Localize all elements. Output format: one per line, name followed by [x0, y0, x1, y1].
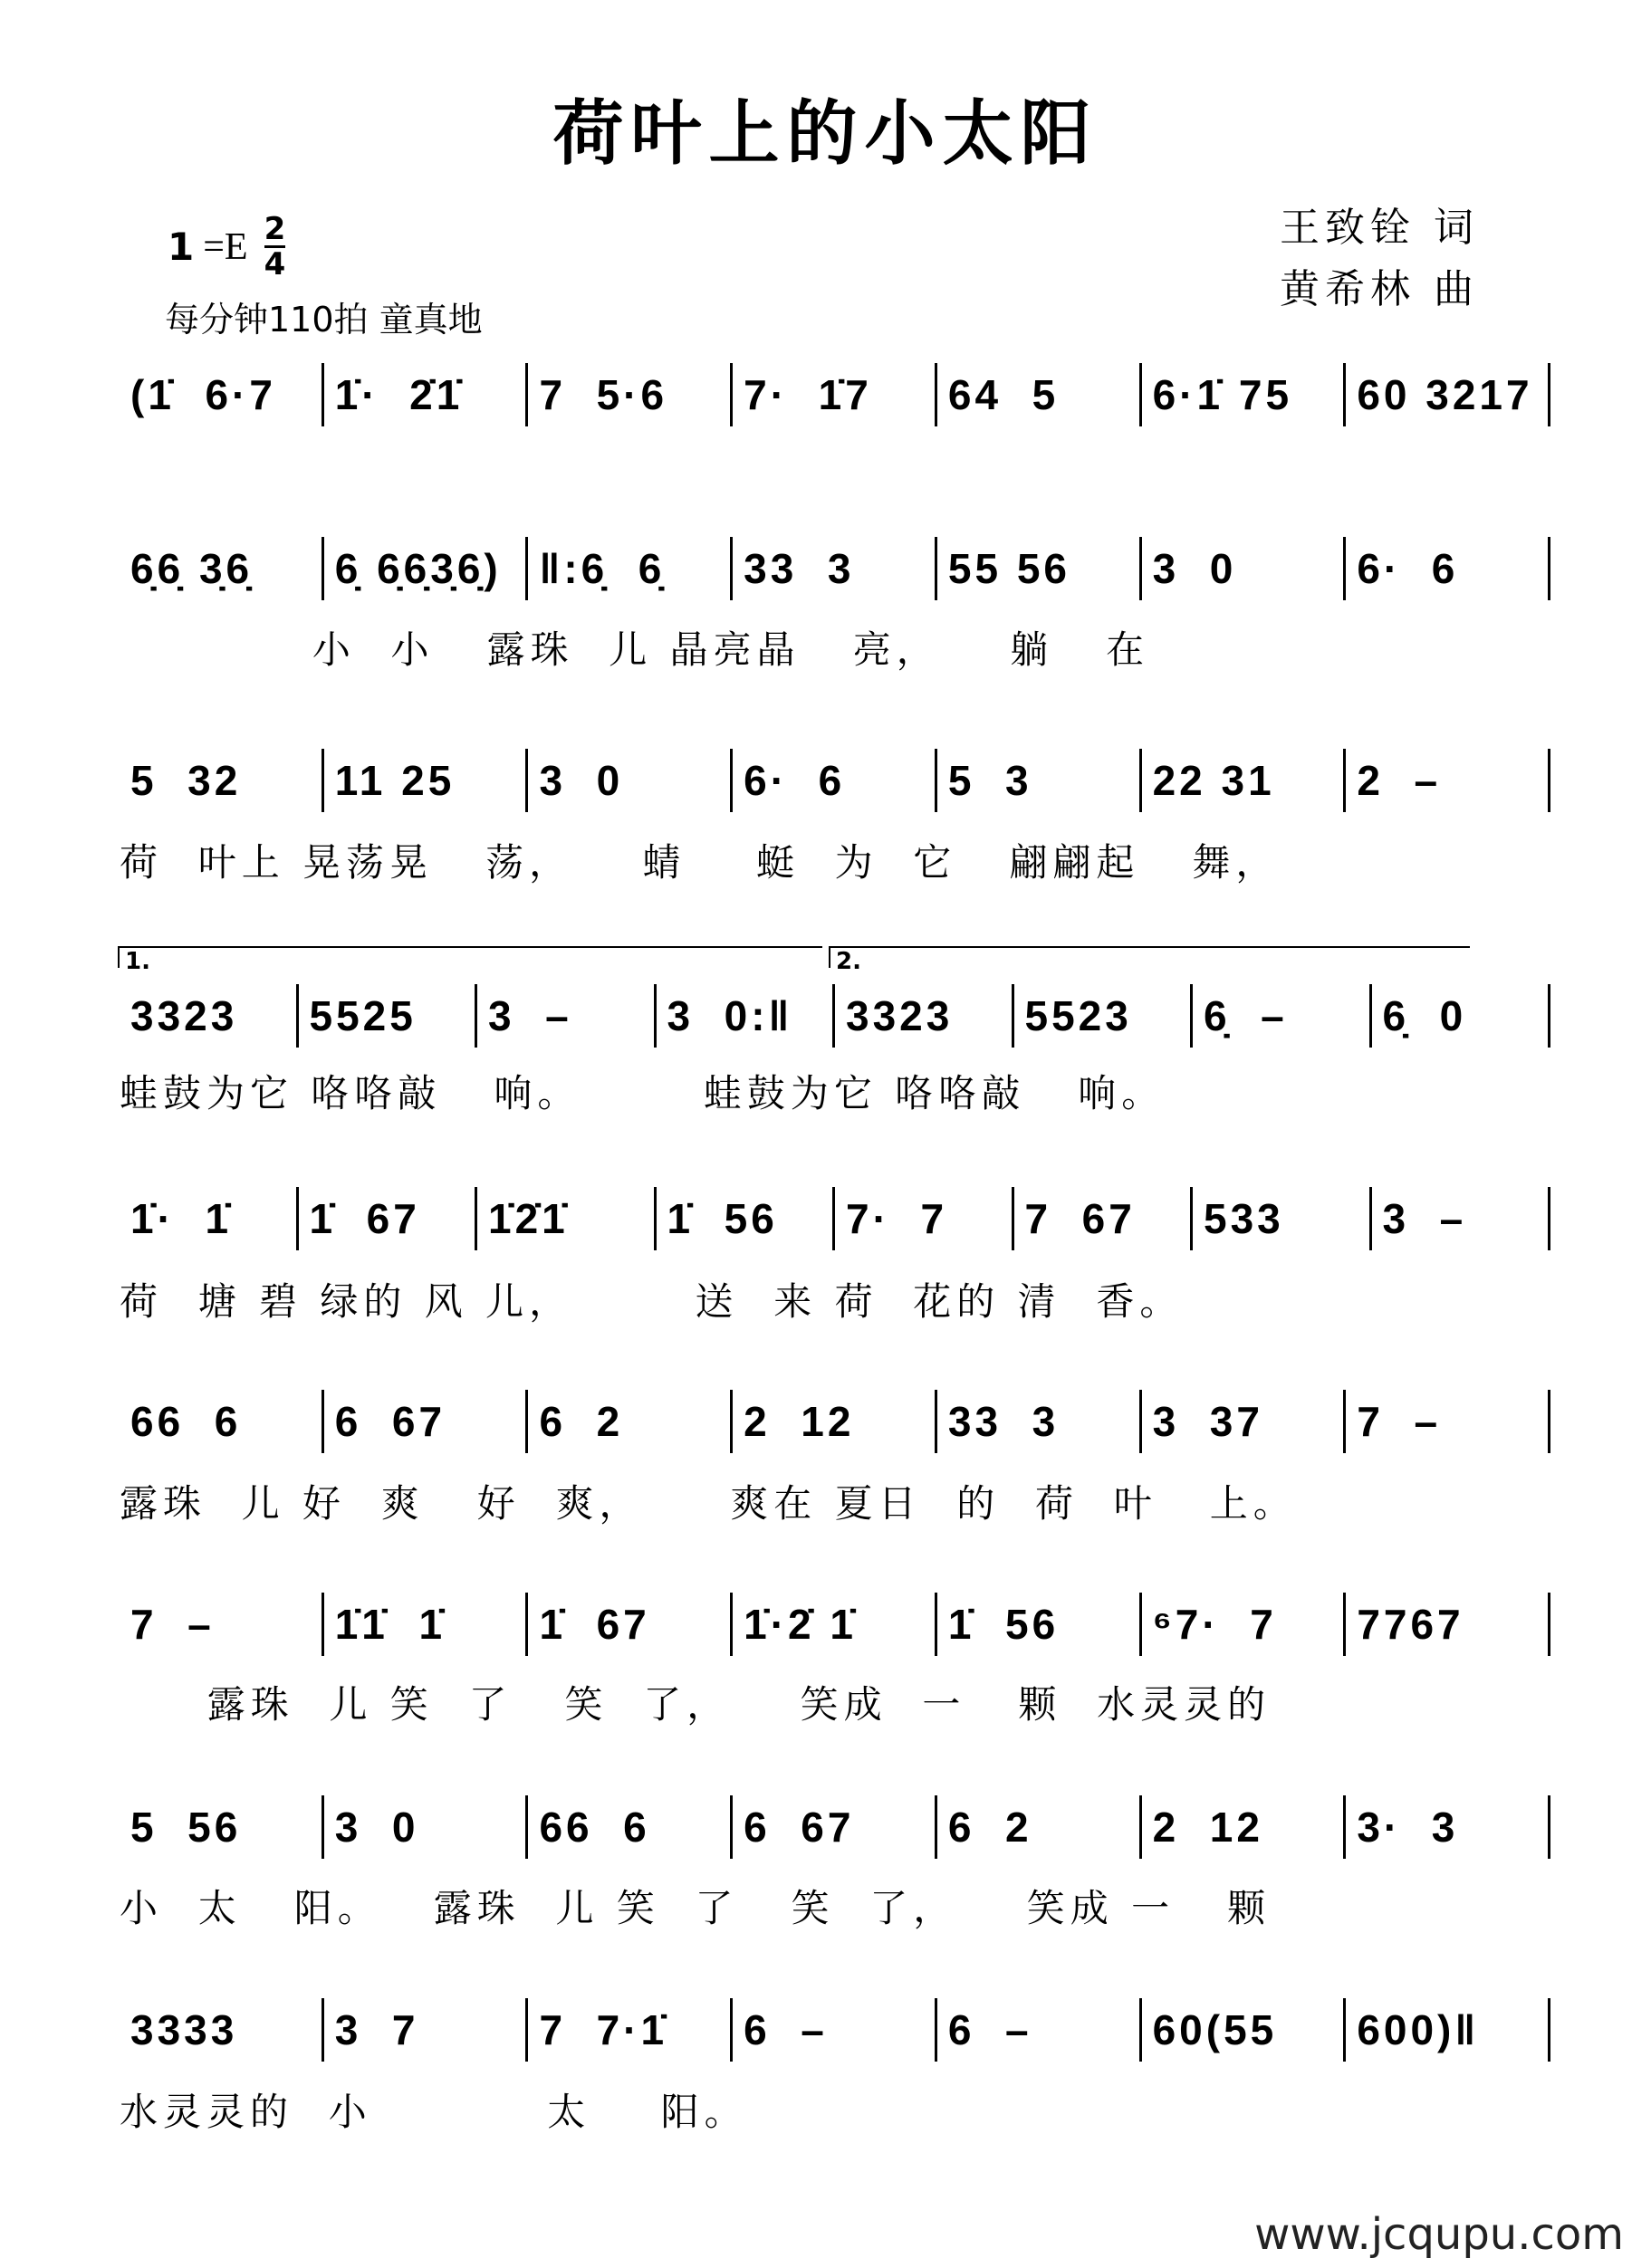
key-do: 1 [168, 225, 195, 269]
measure: 7· 1̇7 [744, 371, 872, 418]
measure: 1̇ 67 [309, 1195, 420, 1242]
watermark: www.jcqupu.com [1254, 2209, 1624, 2260]
measure: 3 37 [1152, 1398, 1263, 1445]
measure: 60(55 [1152, 2006, 1278, 2053]
measure: (1̇ 6·7 [130, 371, 276, 418]
measure: 6 2 [947, 1804, 1032, 1851]
measure: 3 0 [334, 1804, 419, 1851]
time-bottom: 4 [264, 246, 286, 282]
barline [1548, 1795, 1550, 1859]
measure: 6̣ 0 [1382, 992, 1467, 1039]
measure: 55 56 [947, 545, 1070, 592]
measure: 6 – [947, 2006, 1032, 2053]
measure: 6· 6 [744, 757, 846, 804]
measure: 11 25 [334, 757, 456, 804]
barline [1548, 1998, 1550, 2062]
measure: ⁶7· 7 [1152, 1601, 1277, 1648]
measure: 6 – [744, 2006, 828, 2053]
measure: 5525 [309, 992, 417, 1039]
measure: 6· 6 [1357, 545, 1459, 592]
measure: 1̇· 2̇1̇ [334, 371, 464, 418]
measure: 1̇·2̇ 1̇ [744, 1601, 858, 1648]
measure: 7767 [1357, 1601, 1464, 1648]
measure: 3 – [1382, 1195, 1467, 1242]
measure: 5 56 [130, 1804, 242, 1851]
measure: 7 – [1357, 1398, 1442, 1445]
measure: 5 3 [947, 757, 1032, 804]
time-signature [264, 213, 286, 281]
measure: 3323 [846, 992, 954, 1039]
lyrics-line: 小 小 露珠 儿 晶亮晶 亮， 躺 在 [120, 627, 1150, 672]
measure: 2 – [1357, 757, 1442, 804]
measure: 1̇ 67 [539, 1601, 650, 1648]
notation-row [120, 1182, 1550, 1255]
barline [1548, 1187, 1550, 1250]
measure: 6̣ – [1204, 992, 1288, 1039]
composer: 黄希林 曲 [1280, 266, 1479, 312]
lyrics-line: 荷 塘 碧 绿的 风 儿， 送 来 荷 花的 清 香。 [120, 1279, 1184, 1324]
measure: 600)‖ [1357, 2006, 1480, 2053]
measure: 6·1̇ 75 [1152, 371, 1293, 418]
lyrics-line: 水灵灵的 小 太 阳。 [120, 2090, 748, 2134]
measure: 1̇2̇1̇ [488, 1195, 569, 1242]
notation-row [120, 359, 1550, 431]
measure: 66 6 [130, 1398, 242, 1445]
measure: 533 [1204, 1195, 1284, 1242]
measure: 1̇ 56 [667, 1195, 778, 1242]
notation-row [120, 532, 1550, 605]
measure: 3333 [130, 2006, 238, 2053]
measure: 3 0 [1152, 545, 1237, 592]
measure: 22 31 [1152, 757, 1275, 804]
measure: 3 7 [334, 2006, 419, 2053]
notation-row [120, 1791, 1550, 1863]
lyrics-line: 露珠 儿 好 爽 好 爽， 爽在 夏日 的 荷 叶 上。 [120, 1481, 1297, 1526]
measure: 7 7·1̇ [539, 2006, 668, 2053]
volta-first: 1. [118, 946, 822, 968]
measure: 3323 [130, 992, 238, 1039]
measure: 3 – [488, 992, 572, 1039]
lyrics-line: 小 太 阳。 露珠 儿 笑 了 笑 了， 笑成 一 颗 [120, 1886, 1272, 1930]
time-top: 2 [264, 211, 286, 247]
measure: 60 3217 [1357, 371, 1533, 418]
measure: 6̣ 6̣6̣3̣6̣) [334, 545, 502, 592]
key-signature [168, 213, 285, 281]
measure: 1̇ 56 [947, 1601, 1060, 1648]
measure: ‖:6̣ 6̣ [539, 545, 666, 592]
measure: 66 6 [539, 1804, 650, 1851]
measure: 3· 3 [1357, 1804, 1459, 1851]
barline [1548, 537, 1550, 600]
measure: 5523 [1024, 992, 1132, 1039]
barline [1548, 363, 1550, 426]
song-title: 荷叶上的小太阳 [552, 92, 1099, 175]
lyrics-line: 露珠 儿 笑 了 笑 了， 笑成 一 颗 水灵灵的 [120, 1682, 1272, 1727]
measure: 2 12 [1152, 1804, 1263, 1851]
measure: 1̇· 1̇ [130, 1195, 233, 1242]
measure: 7 67 [1024, 1195, 1136, 1242]
notation-row [120, 1588, 1550, 1660]
measure: 3 0:‖ [667, 992, 793, 1039]
measure: 6 2 [539, 1398, 624, 1445]
notation-row [120, 1994, 1550, 2066]
key-note: =E [203, 225, 248, 268]
measure: 7· 7 [846, 1195, 948, 1242]
barline [1548, 984, 1550, 1048]
measure: 64 5 [947, 371, 1060, 418]
measure: 2 12 [744, 1398, 855, 1445]
lyrics-line: 蛙鼓为它 咯咯敲 响。 蛙鼓为它 咯咯敲 响。 [120, 1071, 1166, 1115]
notation-row [120, 1385, 1550, 1458]
measure: 6̣6̣ 3̣6̣ [130, 545, 254, 592]
measure: 7 – [130, 1601, 215, 1648]
measure: 5 32 [130, 757, 242, 804]
tempo-marking: 每分钟110拍 童真地 [165, 300, 483, 340]
volta-second: 2. [829, 946, 1470, 968]
notation-row [120, 744, 1550, 817]
lyricist: 王致铨 词 [1280, 205, 1479, 251]
measure: 6 67 [334, 1398, 446, 1445]
measure: 1̇1̇ 1̇ [334, 1601, 446, 1648]
barline [1548, 1593, 1550, 1656]
lyrics-line: 荷 叶上 晃荡晃 荡， 蜻 蜓 为 它 翩翩起 舞， [120, 840, 1280, 885]
measure: 33 3 [947, 1398, 1060, 1445]
measure: 6 67 [744, 1804, 855, 1851]
measure: 3 0 [539, 757, 624, 804]
measure: 7 5·6 [539, 371, 668, 418]
barline [1548, 1390, 1550, 1453]
notation-row [120, 980, 1550, 1052]
measure: 33 3 [744, 545, 855, 592]
barline [1548, 749, 1550, 812]
